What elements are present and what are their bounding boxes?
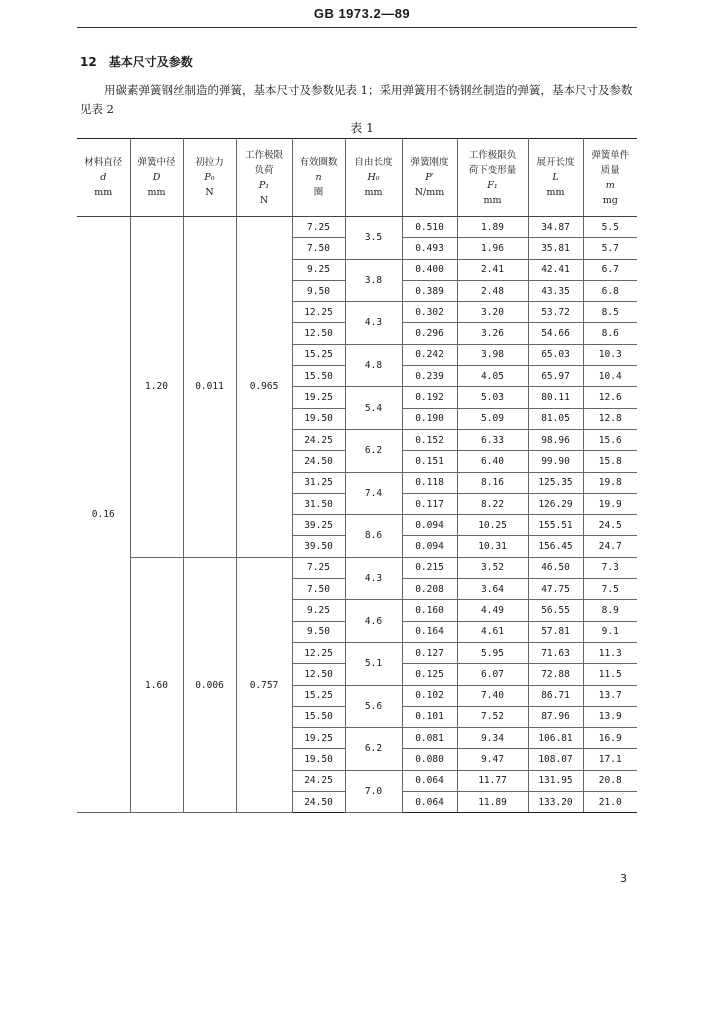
mass-cell: 8.9 [583, 600, 637, 621]
spring-rate-cell: 0.302 [402, 302, 457, 323]
mass-cell: 7.3 [583, 557, 637, 578]
developed-length-cell: 81.05 [528, 408, 583, 429]
spring-rate-cell: 0.125 [402, 664, 457, 685]
active-coils-cell: 15.25 [292, 685, 345, 706]
spring-rate-cell: 0.493 [402, 238, 457, 259]
free-length-cell: 7.4 [345, 472, 402, 515]
developed-length-cell: 65.97 [528, 366, 583, 387]
free-length-cell: 4.3 [345, 302, 402, 345]
free-length-cell: 4.8 [345, 344, 402, 387]
mass-cell: 24.7 [583, 536, 637, 557]
active-coils-cell: 15.50 [292, 366, 345, 387]
column-header [77, 139, 130, 217]
mass-cell: 17.1 [583, 749, 637, 770]
developed-length-cell: 65.03 [528, 344, 583, 365]
mass-cell: 20.8 [583, 770, 637, 791]
mass-cell: 8.6 [583, 323, 637, 344]
mass-cell: 12.8 [583, 408, 637, 429]
deflection-cell: 11.89 [457, 792, 528, 813]
column-header-unit: N [205, 187, 214, 198]
developed-length-cell: 98.96 [528, 429, 583, 450]
mass-cell: 9.1 [583, 621, 637, 642]
spring-rate-cell: 0.151 [402, 451, 457, 472]
column-header [292, 139, 345, 217]
developed-length-cell: 133.20 [528, 792, 583, 813]
developed-length-cell: 125.35 [528, 472, 583, 493]
deflection-cell: 3.26 [457, 323, 528, 344]
deflection-cell: 5.95 [457, 642, 528, 663]
spring-rate-cell: 0.094 [402, 515, 457, 536]
deflection-cell: 5.03 [457, 387, 528, 408]
working-load-cell: 0.757 [236, 557, 292, 813]
free-length-cell: 7.0 [345, 770, 402, 813]
free-length-cell: 3.8 [345, 259, 402, 302]
free-length-cell: 4.6 [345, 600, 402, 643]
column-header-unit: mm [546, 187, 565, 198]
spring-rate-cell: 0.118 [402, 472, 457, 493]
deflection-cell: 8.22 [457, 493, 528, 514]
free-length-cell: 6.2 [345, 728, 402, 771]
mass-cell: 11.5 [583, 664, 637, 685]
developed-length-cell: 156.45 [528, 536, 583, 557]
column-header-label: 弹簧单件 [591, 149, 630, 161]
active-coils-cell: 9.50 [292, 621, 345, 642]
deflection-cell: 6.40 [457, 451, 528, 472]
active-coils-cell: 15.25 [292, 344, 345, 365]
spring-rate-cell: 0.081 [402, 728, 457, 749]
column-header-label: 负荷 [254, 164, 274, 176]
developed-length-cell: 99.90 [528, 451, 583, 472]
active-coils-cell: 24.50 [292, 792, 345, 813]
table-row [77, 217, 637, 238]
column-header-unit: mm [147, 187, 166, 198]
column-header-label: 自由长度 [354, 157, 393, 168]
initial-tension-cell: 0.006 [183, 557, 236, 813]
developed-length-cell: 34.87 [528, 217, 583, 238]
spring-rate-cell: 0.127 [402, 642, 457, 663]
active-coils-cell: 9.50 [292, 280, 345, 301]
spring-rate-cell: 0.215 [402, 557, 457, 578]
free-length-cell: 8.6 [345, 515, 402, 558]
mass-cell: 8.5 [583, 302, 637, 323]
deflection-cell: 7.40 [457, 685, 528, 706]
deflection-cell: 1.96 [457, 238, 528, 259]
working-load-cell: 0.965 [236, 217, 292, 558]
table-body [77, 217, 637, 813]
mass-cell: 6.8 [583, 280, 637, 301]
material-diameter-cell: 0.16 [77, 217, 130, 813]
deflection-cell: 3.20 [457, 302, 528, 323]
spring-rate-cell: 0.164 [402, 621, 457, 642]
active-coils-cell: 7.25 [292, 217, 345, 238]
column-header-label: 工作极限 [244, 149, 283, 161]
column-header-label: 初拉力 [195, 157, 224, 168]
header-row [77, 139, 637, 217]
deflection-cell: 3.64 [457, 579, 528, 600]
column-header-unit: N [259, 194, 269, 206]
spring-rate-cell: 0.208 [402, 579, 457, 600]
column-header-symbol: d [100, 172, 107, 183]
column-header-unit: mm [94, 187, 113, 198]
deflection-cell: 4.61 [457, 621, 528, 642]
developed-length-cell: 47.75 [528, 579, 583, 600]
deflection-cell: 8.16 [457, 472, 528, 493]
column-header-label: 弹簧中径 [137, 157, 176, 168]
spring-diameter-cell: 1.60 [130, 557, 183, 813]
deflection-cell: 3.98 [457, 344, 528, 365]
spring-rate-cell: 0.190 [402, 408, 457, 429]
deflection-cell: 7.52 [457, 706, 528, 727]
mass-cell: 19.8 [583, 472, 637, 493]
active-coils-cell: 7.25 [292, 557, 345, 578]
column-header-symbol: P′ [425, 172, 434, 183]
free-length-cell: 5.6 [345, 685, 402, 728]
developed-length-cell: 155.51 [528, 515, 583, 536]
free-length-cell: 5.1 [345, 642, 402, 685]
mass-cell: 19.9 [583, 493, 637, 514]
column-header-label: 荷下变形量 [468, 164, 517, 176]
developed-length-cell: 131.95 [528, 770, 583, 791]
column-header-unit: mg [602, 194, 618, 206]
developed-length-cell: 126.29 [528, 493, 583, 514]
column-header [130, 139, 183, 217]
developed-length-cell: 46.50 [528, 557, 583, 578]
active-coils-cell: 39.25 [292, 515, 345, 536]
deflection-cell: 9.47 [457, 749, 528, 770]
active-coils-cell: 31.50 [292, 493, 345, 514]
table-row [77, 557, 637, 578]
developed-length-cell: 72.88 [528, 664, 583, 685]
developed-length-cell: 106.81 [528, 728, 583, 749]
column-header-label: 工作极限负 [468, 149, 517, 161]
column-header-symbol: D [152, 172, 161, 183]
deflection-cell: 1.89 [457, 217, 528, 238]
developed-length-cell: 42.41 [528, 259, 583, 280]
deflection-cell: 4.49 [457, 600, 528, 621]
active-coils-cell: 7.50 [292, 579, 345, 600]
mass-cell: 16.9 [583, 728, 637, 749]
mass-cell: 5.7 [583, 238, 637, 259]
active-coils-cell: 15.50 [292, 706, 345, 727]
active-coils-cell: 19.25 [292, 728, 345, 749]
column-header-symbol: F₁ [487, 179, 498, 191]
column-header [183, 139, 236, 217]
column-header-label: 有效圈数 [299, 157, 338, 168]
spring-rate-cell: 0.064 [402, 770, 457, 791]
active-coils-cell: 12.25 [292, 642, 345, 663]
column-header-label: 弹簧刚度 [410, 157, 449, 168]
mass-cell: 7.5 [583, 579, 637, 600]
mass-cell: 5.5 [583, 217, 637, 238]
spring-rate-cell: 0.160 [402, 600, 457, 621]
page-header: GB 1973.2—89 [313, 6, 411, 21]
spring-rate-cell: 0.242 [402, 344, 457, 365]
column-header-unit: mm [364, 187, 383, 198]
spring-rate-cell: 0.094 [402, 536, 457, 557]
column-header-symbol: H₀ [367, 172, 380, 183]
deflection-cell: 11.77 [457, 770, 528, 791]
spring-diameter-cell: 1.20 [130, 217, 183, 558]
initial-tension-cell: 0.011 [183, 217, 236, 558]
header-divider [77, 27, 637, 28]
active-coils-cell: 19.25 [292, 387, 345, 408]
active-coils-cell: 24.25 [292, 429, 345, 450]
developed-length-cell: 43.35 [528, 280, 583, 301]
body-paragraph: 用碳素弹簧钢丝制造的弹簧，基本尺寸及参数见表 1；采用弹簧用不锈钢丝制造的弹簧，基本尺寸及参数见表 2 [80, 83, 633, 116]
active-coils-cell: 19.50 [292, 408, 345, 429]
active-coils-cell: 12.25 [292, 302, 345, 323]
mass-cell: 13.9 [583, 706, 637, 727]
column-header [457, 139, 528, 217]
mass-cell: 11.3 [583, 642, 637, 663]
developed-length-cell: 71.63 [528, 642, 583, 663]
free-length-cell: 6.2 [345, 429, 402, 472]
developed-length-cell: 53.72 [528, 302, 583, 323]
deflection-cell: 3.52 [457, 557, 528, 578]
column-header [236, 139, 292, 217]
column-header [345, 139, 402, 217]
spring-rate-cell: 0.152 [402, 429, 457, 450]
mass-cell: 21.0 [583, 792, 637, 813]
free-length-cell: 3.5 [345, 217, 402, 260]
table-header [77, 139, 637, 217]
mass-cell: 13.7 [583, 685, 637, 706]
spring-rate-cell: 0.510 [402, 217, 457, 238]
active-coils-cell: 19.50 [292, 749, 345, 770]
deflection-cell: 6.07 [457, 664, 528, 685]
mass-cell: 12.6 [583, 387, 637, 408]
column-header-unit: mm [483, 194, 502, 206]
mass-cell: 15.6 [583, 429, 637, 450]
mass-cell: 15.8 [583, 451, 637, 472]
column-header-symbol: L [552, 172, 559, 183]
page-number: 3 [620, 872, 627, 885]
spring-rate-cell: 0.117 [402, 493, 457, 514]
deflection-cell: 2.48 [457, 280, 528, 301]
developed-length-cell: 87.96 [528, 706, 583, 727]
spring-rate-cell: 0.192 [402, 387, 457, 408]
spring-rate-cell: 0.080 [402, 749, 457, 770]
deflection-cell: 2.41 [457, 259, 528, 280]
developed-length-cell: 35.81 [528, 238, 583, 259]
column-header-label: 质量 [600, 164, 620, 176]
deflection-cell: 9.34 [457, 728, 528, 749]
active-coils-cell: 39.50 [292, 536, 345, 557]
deflection-cell: 10.25 [457, 515, 528, 536]
deflection-cell: 5.09 [457, 408, 528, 429]
deflection-cell: 10.31 [457, 536, 528, 557]
active-coils-cell: 24.50 [292, 451, 345, 472]
mass-cell: 24.5 [583, 515, 637, 536]
spring-rate-cell: 0.389 [402, 280, 457, 301]
developed-length-cell: 86.71 [528, 685, 583, 706]
active-coils-cell: 7.50 [292, 238, 345, 259]
table-title: 表 1 [350, 121, 374, 135]
active-coils-cell: 9.25 [292, 259, 345, 280]
column-header-symbol: m [605, 179, 615, 191]
deflection-cell: 6.33 [457, 429, 528, 450]
developed-length-cell: 80.11 [528, 387, 583, 408]
free-length-cell: 4.3 [345, 557, 402, 600]
column-header [583, 139, 637, 217]
spring-rate-cell: 0.400 [402, 259, 457, 280]
developed-length-cell: 57.81 [528, 621, 583, 642]
spring-rate-cell: 0.296 [402, 323, 457, 344]
spring-rate-cell: 0.239 [402, 366, 457, 387]
developed-length-cell: 108.07 [528, 749, 583, 770]
column-header-unit: 圈 [313, 187, 324, 198]
column-header-symbol: n [315, 172, 322, 183]
active-coils-cell: 9.25 [292, 600, 345, 621]
column-header [402, 139, 457, 217]
mass-cell: 10.3 [583, 344, 637, 365]
column-header-label: 材料直径 [84, 157, 123, 168]
deflection-cell: 4.05 [457, 366, 528, 387]
mass-cell: 10.4 [583, 366, 637, 387]
column-header [528, 139, 583, 217]
spring-rate-cell: 0.101 [402, 706, 457, 727]
active-coils-cell: 12.50 [292, 664, 345, 685]
active-coils-cell: 24.25 [292, 770, 345, 791]
free-length-cell: 5.4 [345, 387, 402, 430]
spring-rate-cell: 0.064 [402, 792, 457, 813]
spring-parameter-table [77, 138, 637, 813]
mass-cell: 6.7 [583, 259, 637, 280]
column-header-symbol: P₀ [204, 172, 215, 183]
column-header-symbol: P₁ [258, 179, 270, 191]
spring-rate-cell: 0.102 [402, 685, 457, 706]
active-coils-cell: 31.25 [292, 472, 345, 493]
section-heading: 12 基本尺寸及参数 [80, 55, 193, 69]
column-header-unit: N/mm [414, 187, 445, 198]
developed-length-cell: 54.66 [528, 323, 583, 344]
active-coils-cell: 12.50 [292, 323, 345, 344]
developed-length-cell: 56.55 [528, 600, 583, 621]
column-header-label: 展开长度 [536, 157, 575, 168]
